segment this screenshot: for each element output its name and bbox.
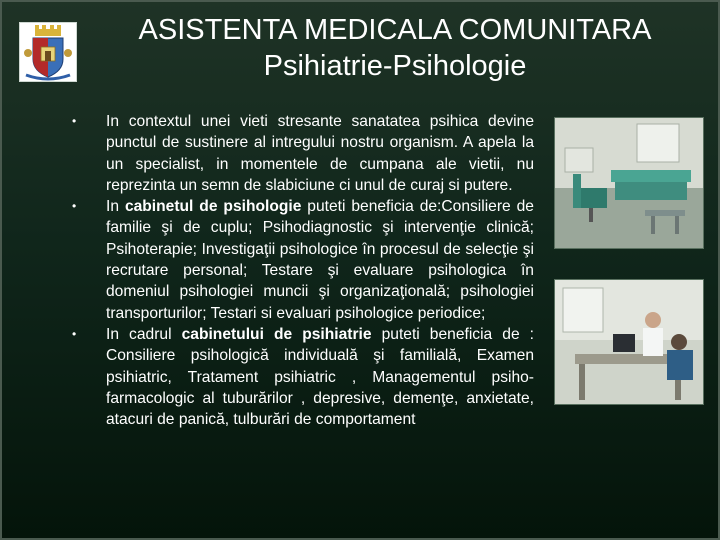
list-item — [72, 196, 534, 324]
office-room-photo — [554, 117, 704, 249]
bullet-marker: • — [72, 199, 77, 214]
bullet-list — [72, 111, 534, 430]
consultation-photo — [554, 279, 704, 405]
title-line-sub: Psihiatrie-Psihologie — [263, 50, 527, 82]
bullet-marker: • — [72, 326, 77, 341]
city-coat-of-arms-icon — [19, 22, 77, 82]
list-item — [72, 324, 534, 430]
slide-title — [100, 12, 690, 84]
paragraph-stress: In contextul unei vieti stresante sanatatea psihica devine punctul de sustinere al intregului nostru organism. A apela la un specialist, in momentele de cumpana ale vietii, nu reprezinta un semn de slabiciune ci unul de curaj si putere. — [106, 113, 534, 194]
list-item — [72, 111, 534, 196]
psychology-office-label: cabinetul de psihologie — [124, 198, 302, 216]
content-body — [72, 111, 534, 430]
paragraph-psychology-services: puteti beneficia de:Consiliere de familie şi de cuplu; Psihodiagnostic şi intervenţie clinică; Psihoterapie; Investigaţii psihologice în procesul de selecţie şi recrutare personal; Testare şi evaluare psihologica în domeniul psihologiei muncii şi organizaţională; psihologiei transporturilor; Testari si evaluari psihologice periodice; — [106, 198, 534, 322]
paragraph-psychiatry-prefix: In cadrul — [106, 325, 182, 343]
paragraph-psychology-prefix: In — [106, 198, 125, 216]
bullet-marker: • — [72, 114, 77, 128]
psychiatry-office-label: cabinetului de psihiatrie — [181, 325, 372, 343]
title-line-main: ASISTENTA MEDICALA COMUNITARA — [138, 14, 652, 46]
paragraph-psychiatry-services: puteti beneficia de : Consiliere psihologică individuală şi familială, Examen psihiatric, Tratament psihiatric , Managementul psiho-farmacologic al tuburărilor , depresive, demenţe, anxietate, atacuri de panică, tulburări de comportament — [106, 325, 535, 429]
